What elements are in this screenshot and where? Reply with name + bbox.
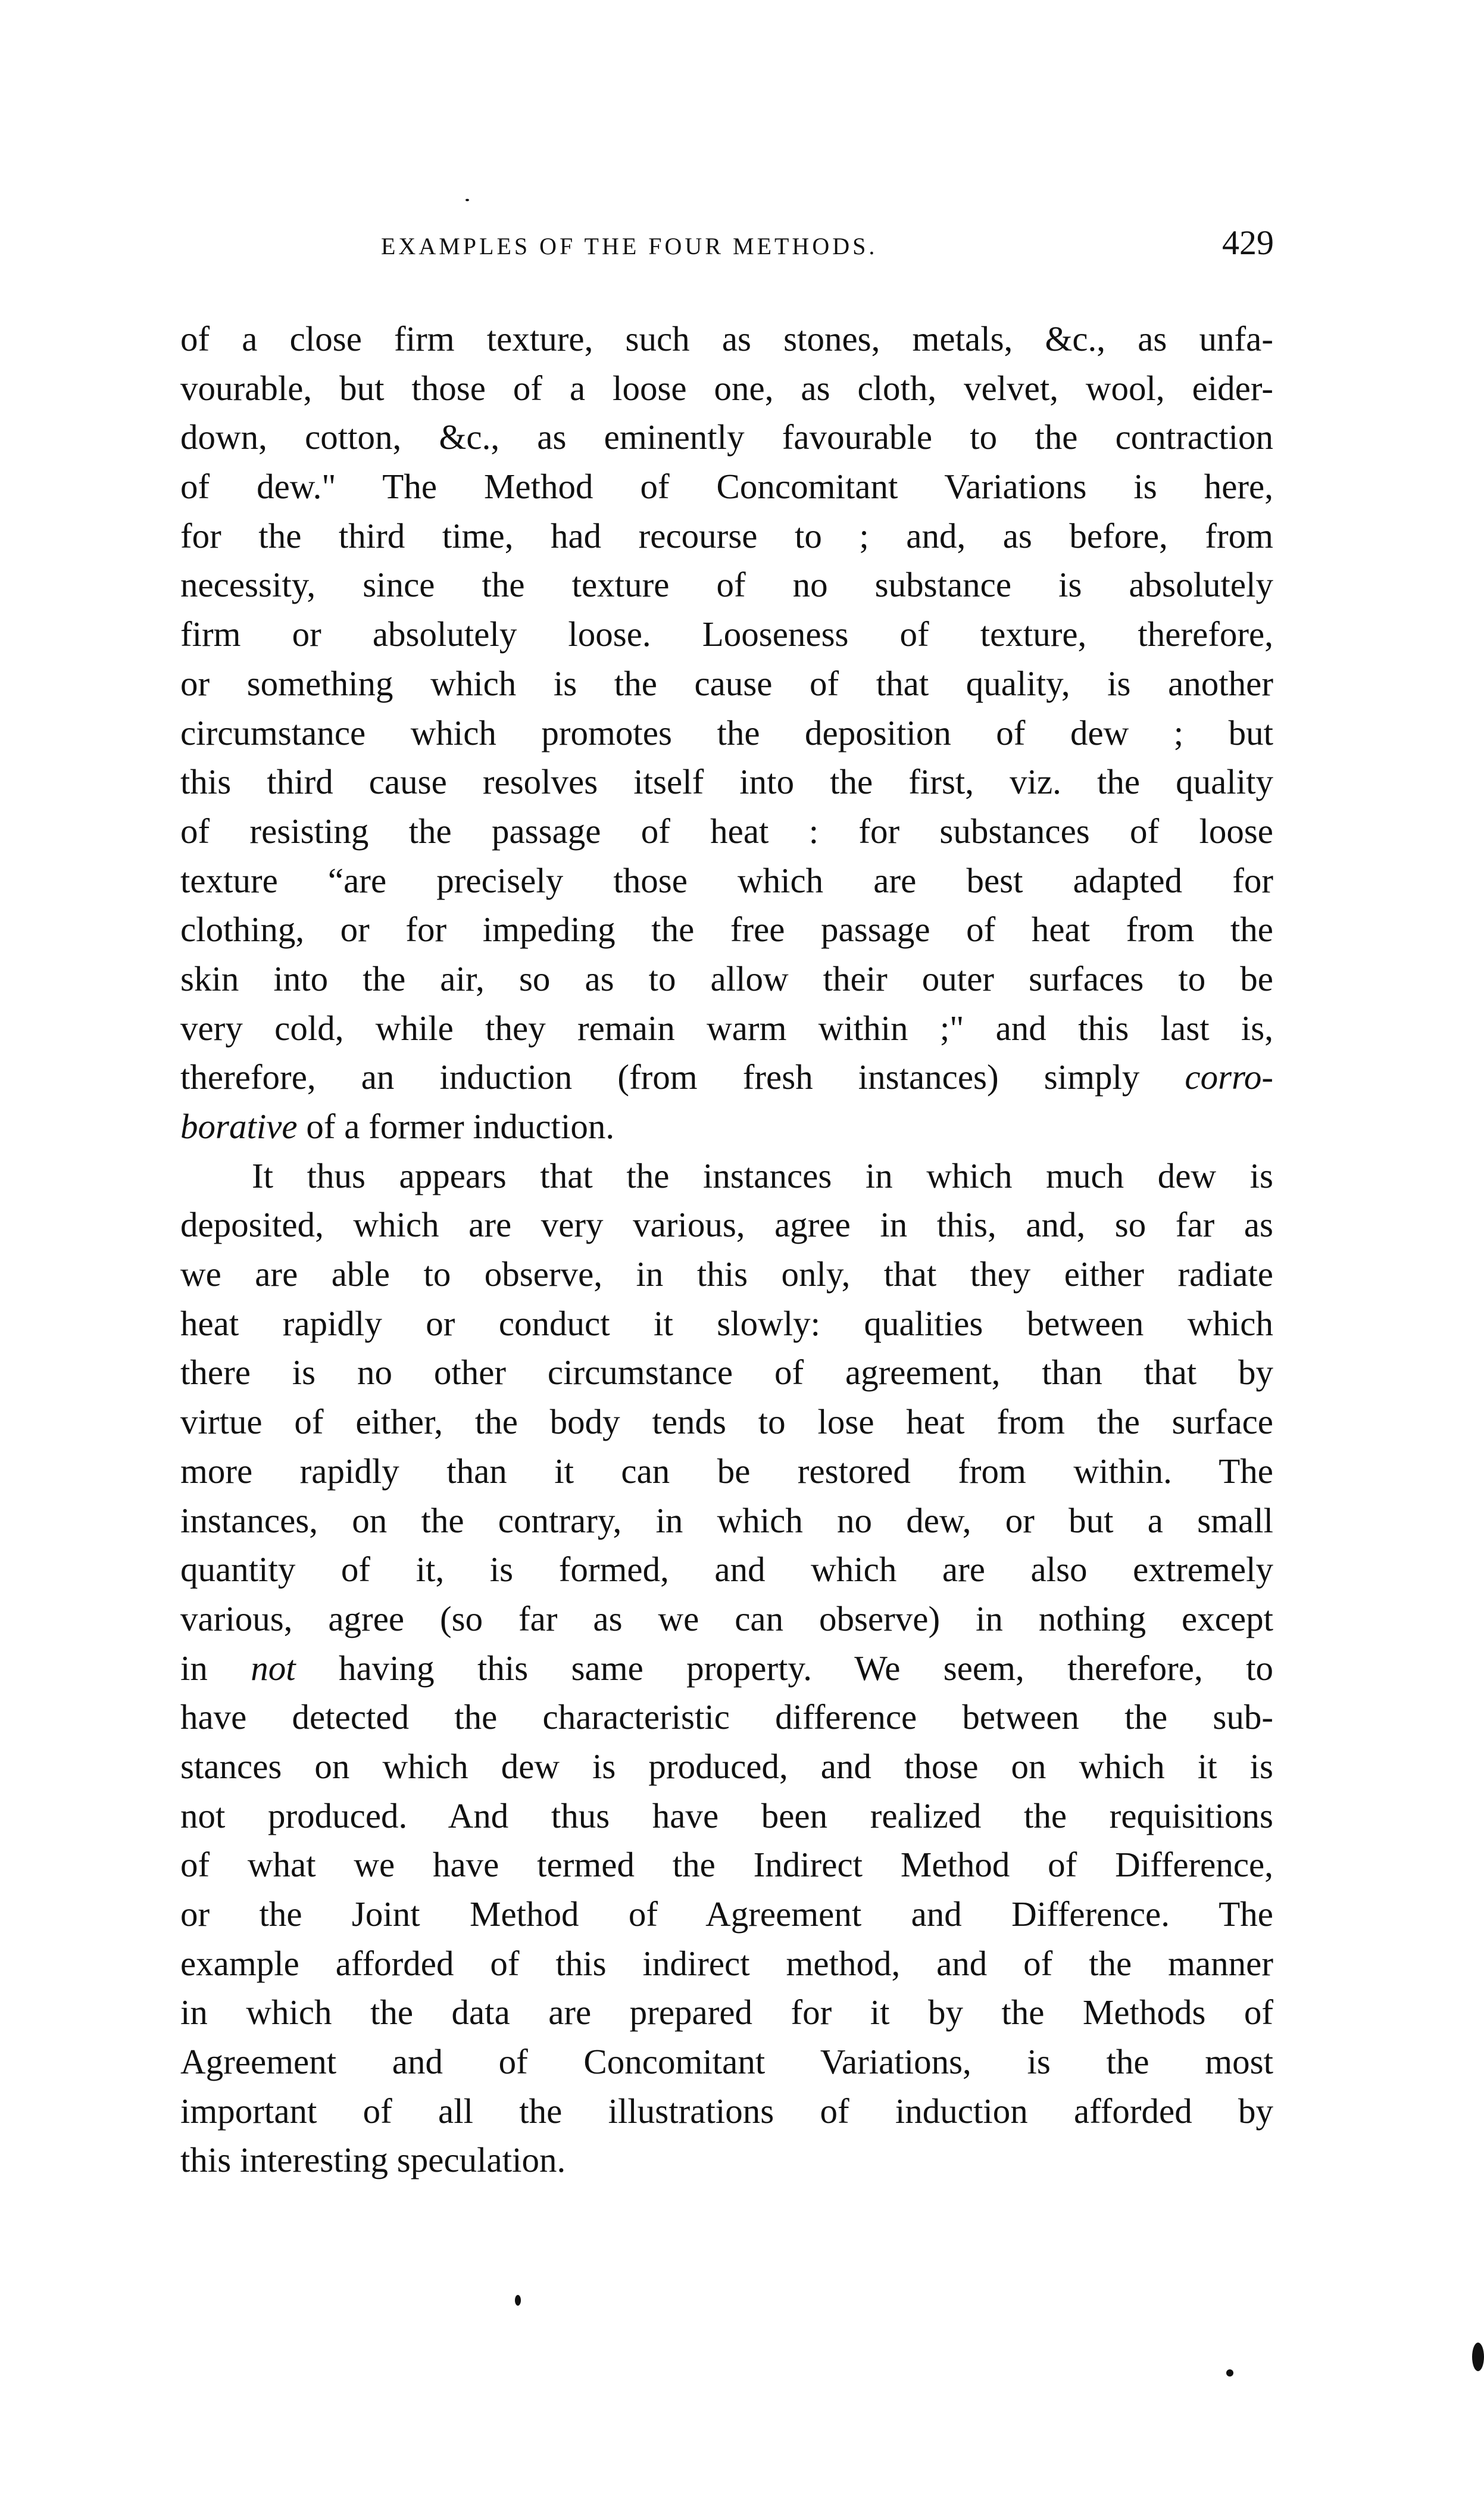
text-line xyxy=(180,1102,1273,1151)
text-segment: clothing, or for impeding the free passage of heat from the xyxy=(180,910,1273,950)
text-segment: for the third time, had recourse to ; and, as before, from xyxy=(180,516,1273,555)
text-segment: have detected the characteristic difference between the sub- xyxy=(180,1697,1273,1737)
text-line xyxy=(180,1200,1273,1250)
text-segment: example afforded of this indirect method, and of the manner xyxy=(180,1943,1273,1983)
paragraph xyxy=(180,314,1273,1151)
body-text xyxy=(180,314,1273,2185)
text-segment: texture “are precisely those which are best adapted for xyxy=(180,860,1273,900)
text-line xyxy=(180,610,1273,659)
text-segment: down, cotton, &c., as eminently favourable to the contraction xyxy=(180,417,1273,457)
text-segment: very cold, while they remain warm within ;" and this last is, xyxy=(180,1008,1273,1048)
text-segment: quantity of it, is formed, and which are also extremely xyxy=(180,1550,1273,1589)
text-line xyxy=(180,1397,1273,1447)
text-line xyxy=(180,757,1273,807)
text-segment: various, agree (so far as we can observe) in nothing except xyxy=(180,1598,1273,1638)
text-line xyxy=(180,1594,1273,1644)
text-segment: of a close firm texture, such as stones, metals, &c., as unfa- xyxy=(180,319,1273,358)
text-segment: vourable, but those of a loose one, as cloth, velvet, wool, eider- xyxy=(180,368,1273,408)
text-line xyxy=(180,856,1273,905)
text-segment: heat rapidly or conduct it slowly: qualities between which xyxy=(180,1303,1273,1343)
text-segment: of what we have termed the Indirect Method of Difference, xyxy=(180,1845,1273,1885)
italic-text: corro- xyxy=(1185,1057,1273,1097)
text-segment: in which the data are prepared for it by the Methods of xyxy=(180,1993,1273,2032)
running-head: EXAMPLES OF THE FOUR METHODS. xyxy=(381,233,878,260)
text-line xyxy=(180,1890,1273,1939)
text-line xyxy=(180,1496,1273,1545)
text-segment: firm or absolutely loose. Looseness of texture, therefore, xyxy=(180,614,1273,654)
text-line xyxy=(180,2135,1273,2185)
text-segment: instances, on the contrary, in which no dew, or but a small xyxy=(180,1500,1273,1540)
text-segment: or something which is the cause of that quality, is another xyxy=(180,663,1273,703)
text-segment: this third cause resolves itself into the first, viz. the quality xyxy=(180,762,1273,802)
text-line xyxy=(180,2037,1273,2087)
text-segment: therefore, an induction (from fresh instances) simply xyxy=(180,1057,1185,1097)
text-segment: of resisting the passage of heat : for substances of loose xyxy=(180,811,1273,851)
text-segment: having this same property. We seem, therefore, to xyxy=(295,1648,1273,1688)
text-line xyxy=(180,1545,1273,1594)
text-segment: deposited, which are very various, agree in this, and, so far as xyxy=(180,1205,1273,1245)
text-line xyxy=(180,364,1273,413)
text-segment: we are able to observe, in this only, that they either radiate xyxy=(180,1254,1273,1294)
text-line xyxy=(180,1939,1273,1988)
scan-speck xyxy=(465,199,469,201)
scan-speck xyxy=(1472,2343,1484,2371)
text-line xyxy=(180,1447,1273,1496)
text-line xyxy=(180,954,1273,1004)
text-line xyxy=(180,807,1273,856)
text-line xyxy=(180,905,1273,954)
scan-speck xyxy=(1226,2369,1233,2377)
text-line xyxy=(180,659,1273,708)
text-segment: in xyxy=(180,1648,251,1688)
text-line xyxy=(180,1742,1273,1791)
text-segment: virtue of either, the body tends to lose heat from the surface xyxy=(180,1402,1273,1442)
italic-text: not xyxy=(251,1648,296,1688)
text-segment: Agreement and of Concomitant Variations, is the most xyxy=(180,2042,1273,2082)
text-line xyxy=(180,2087,1273,2136)
paragraph xyxy=(180,1151,1273,2185)
text-segment: circumstance which promotes the deposition of dew ; but xyxy=(180,713,1273,752)
text-line xyxy=(180,314,1273,364)
text-segment: necessity, since the texture of no substance is absolutely xyxy=(180,565,1273,605)
text-line xyxy=(180,1151,1273,1201)
text-segment: of dew." The Method of Concomitant Variations is here, xyxy=(180,467,1273,507)
text-line xyxy=(180,1299,1273,1348)
text-segment: more rapidly than it can be restored from within. The xyxy=(180,1451,1273,1491)
text-line xyxy=(180,1791,1273,1841)
text-line xyxy=(180,1840,1273,1890)
text-line xyxy=(180,1644,1273,1693)
text-line xyxy=(180,1348,1273,1397)
text-segment: this interesting speculation. xyxy=(180,2140,566,2180)
italic-text: borative xyxy=(180,1107,298,1146)
text-line xyxy=(180,1250,1273,1299)
text-segment: It thus appears that the instances in which much dew is xyxy=(252,1156,1273,1195)
text-segment: stances on which dew is produced, and those on which it is xyxy=(180,1746,1273,1786)
text-segment: not produced. And thus have been realized the requisitions xyxy=(180,1795,1273,1835)
text-segment: important of all the illustrations of induction afforded by xyxy=(180,2091,1273,2131)
page-number: 429 xyxy=(1222,223,1274,262)
text-line xyxy=(180,413,1273,462)
text-line xyxy=(180,511,1273,561)
text-line xyxy=(180,462,1273,511)
scan-speck xyxy=(515,2295,521,2306)
text-line xyxy=(180,1004,1273,1053)
text-line xyxy=(180,708,1273,758)
text-segment: skin into the air, so as to allow their outer surfaces to be xyxy=(180,958,1273,998)
text-line xyxy=(180,1053,1273,1102)
text-line xyxy=(180,1988,1273,2037)
text-segment: of a former induction. xyxy=(297,1107,615,1146)
text-line xyxy=(180,560,1273,610)
text-line xyxy=(180,1692,1273,1742)
text-segment: there is no other circumstance of agreement, than that by xyxy=(180,1353,1273,1392)
text-segment: or the Joint Method of Agreement and Difference. The xyxy=(180,1894,1273,1934)
